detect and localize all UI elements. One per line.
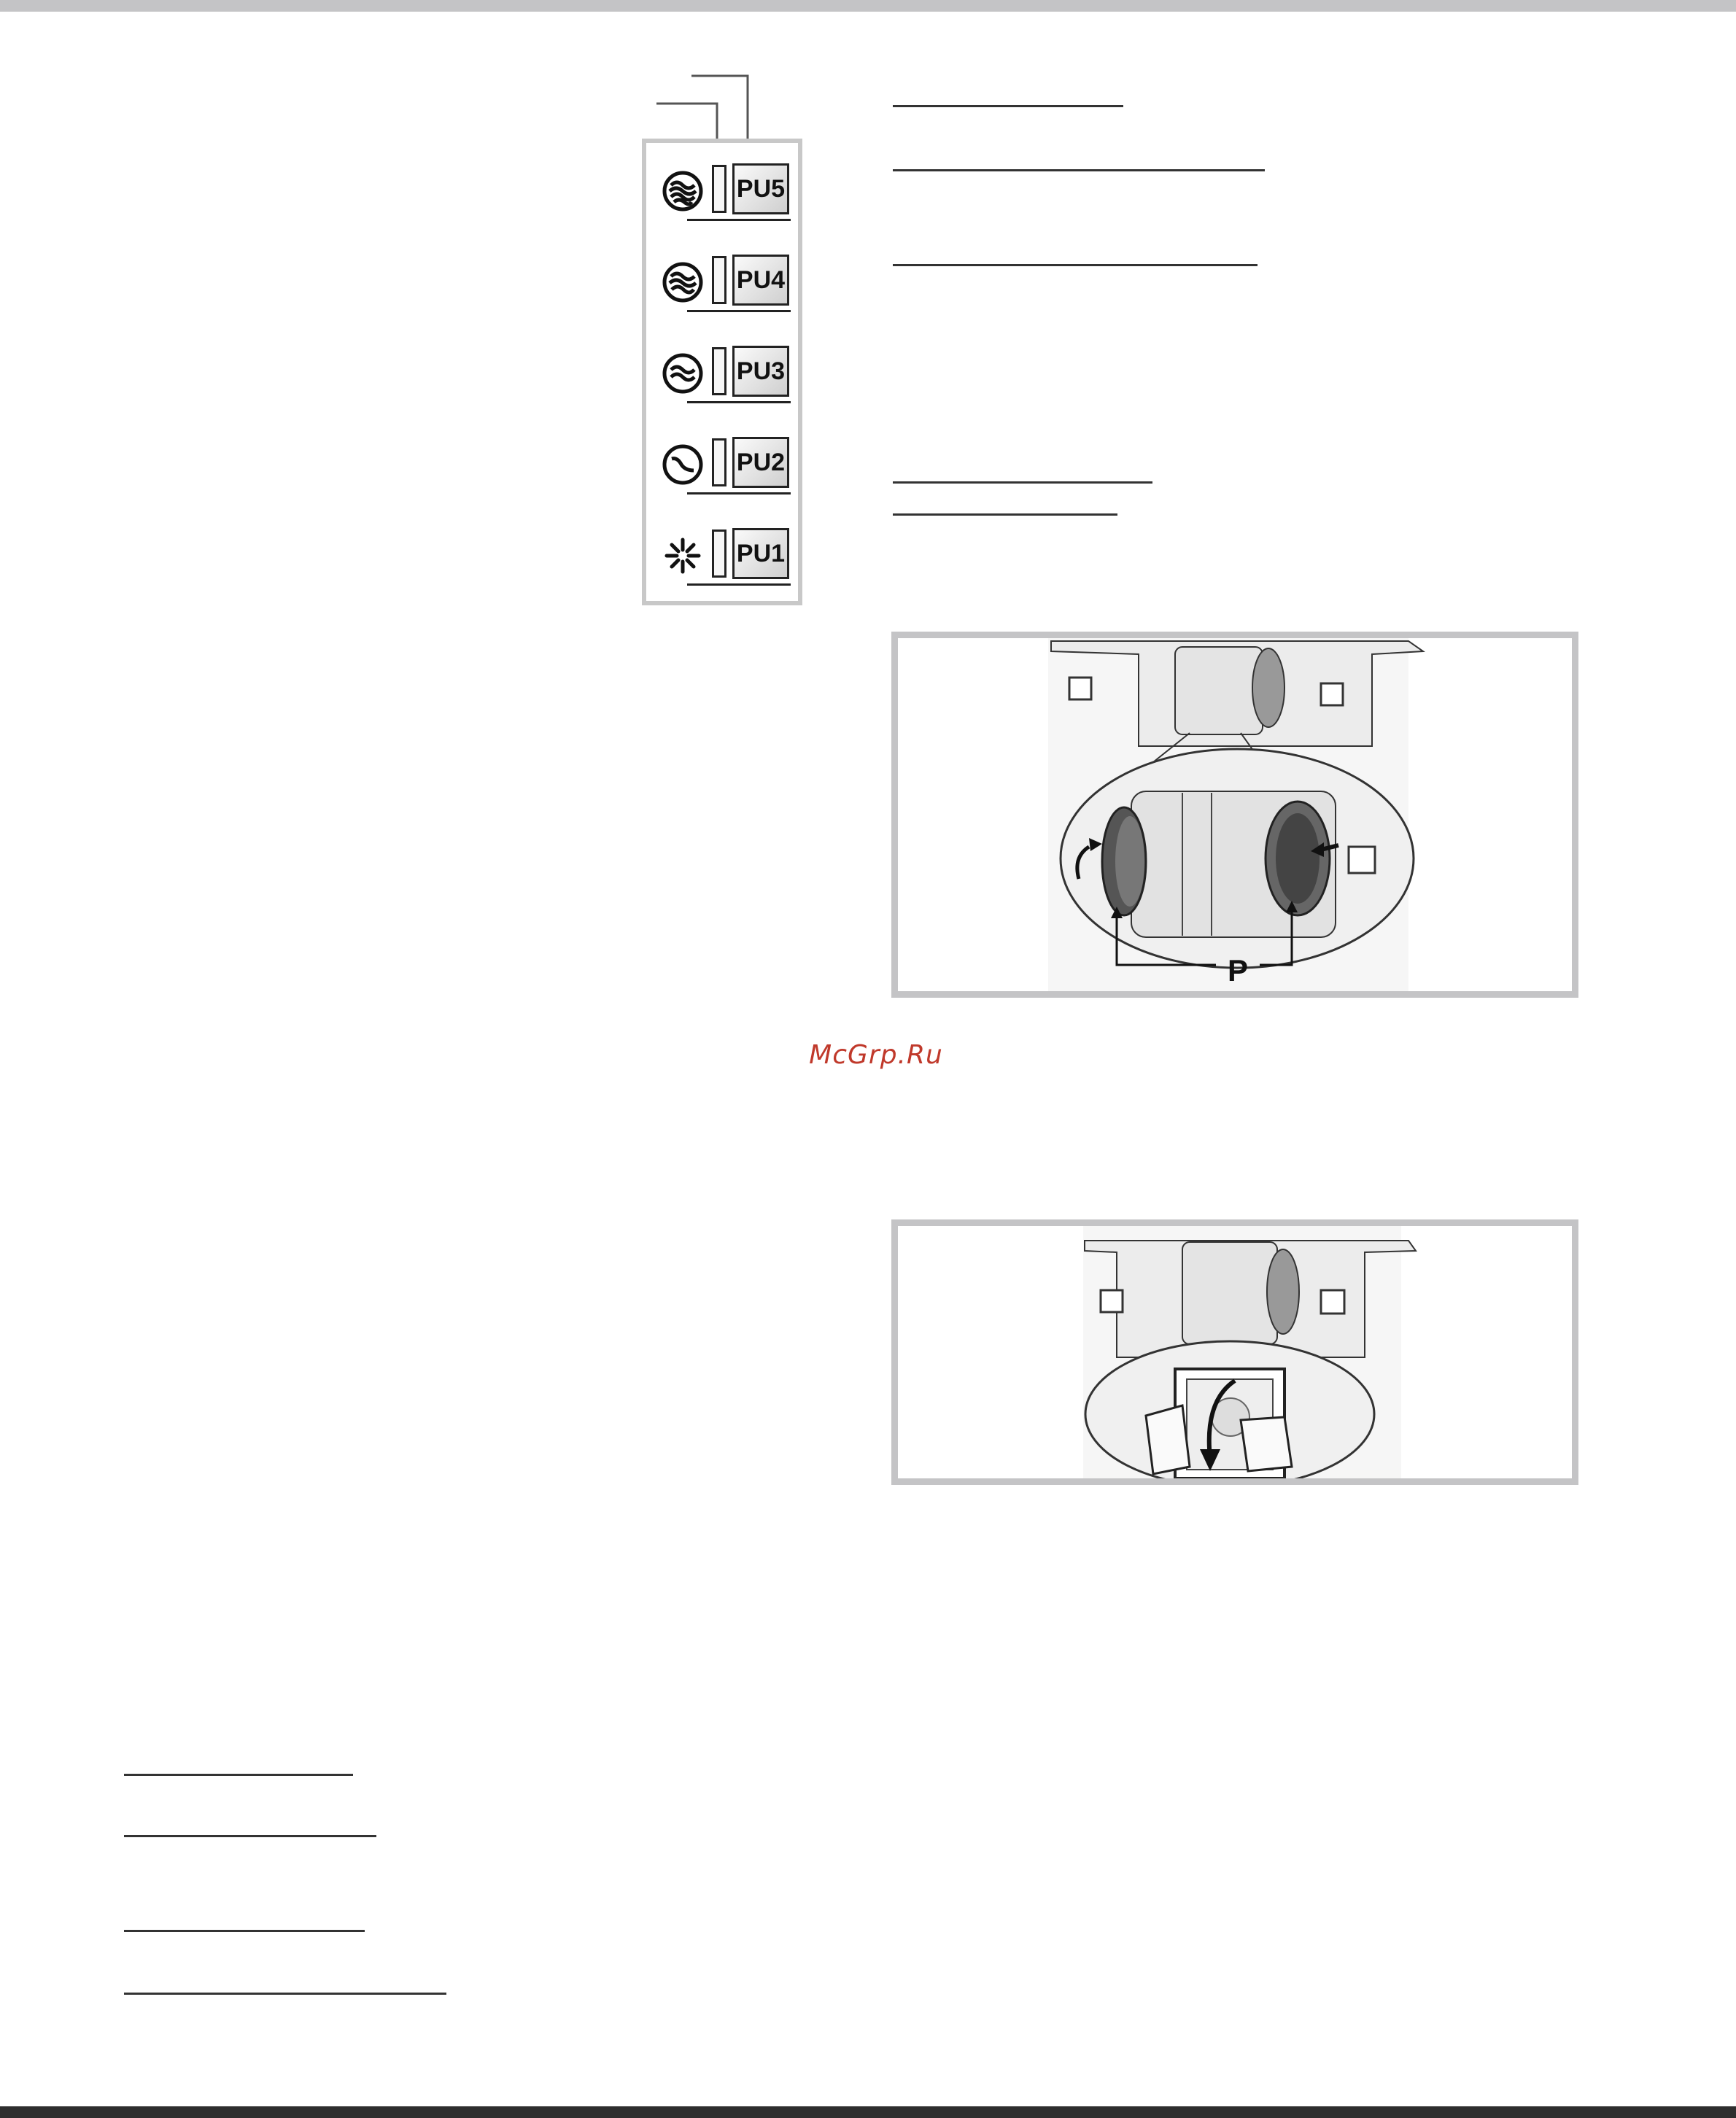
button-row-pu4 <box>646 249 798 314</box>
row-underline <box>687 492 791 494</box>
button-row-pu5 <box>646 158 798 223</box>
pu1-button[interactable]: PU1 <box>732 528 789 579</box>
pu5-button[interactable]: PU5 <box>732 163 789 214</box>
fan-speed-5-icon <box>661 169 705 213</box>
bottom-border-bar <box>0 2106 1736 2118</box>
fan-speed-3-icon <box>661 352 705 395</box>
control-panel <box>642 139 802 605</box>
filter-figure <box>891 632 1578 998</box>
indicator-led-pu3 <box>712 347 726 395</box>
panel-leader-lines <box>649 66 751 146</box>
fan-speed-4-icon <box>661 260 705 304</box>
button-row-pu1 <box>646 522 798 588</box>
filter-illustration <box>898 638 1572 991</box>
indicator-led-pu5 <box>712 165 726 213</box>
heading-rule <box>124 1993 446 1995</box>
row-underline <box>687 310 791 312</box>
pu3-button[interactable]: PU3 <box>732 346 789 397</box>
button-row-pu2 <box>646 431 798 497</box>
top-border-bar <box>0 0 1736 12</box>
heading-rule <box>124 1774 353 1776</box>
pu2-button[interactable]: PU2 <box>732 437 789 488</box>
watermark: McGrp.Ru <box>809 1040 943 1070</box>
lamp-illustration <box>898 1226 1572 1478</box>
light-icon <box>661 534 705 578</box>
fan-speed-2-icon <box>661 443 705 486</box>
heading-rule <box>893 169 1265 171</box>
heading-rule <box>124 1835 376 1837</box>
indicator-led-pu4 <box>712 256 726 304</box>
heading-rule <box>893 513 1117 516</box>
indicator-led-pu2 <box>712 438 726 486</box>
heading-rule <box>893 105 1123 107</box>
heading-rule <box>893 481 1152 484</box>
row-underline <box>687 583 791 586</box>
label-p: P <box>1227 953 1249 988</box>
lamp-figure <box>891 1219 1578 1485</box>
pu4-button[interactable]: PU4 <box>732 255 789 306</box>
heading-rule <box>893 264 1258 266</box>
row-underline <box>687 219 791 221</box>
indicator-led-pu1 <box>712 530 726 578</box>
heading-rule <box>124 1930 365 1932</box>
row-underline <box>687 401 791 403</box>
button-row-pu3 <box>646 340 798 406</box>
